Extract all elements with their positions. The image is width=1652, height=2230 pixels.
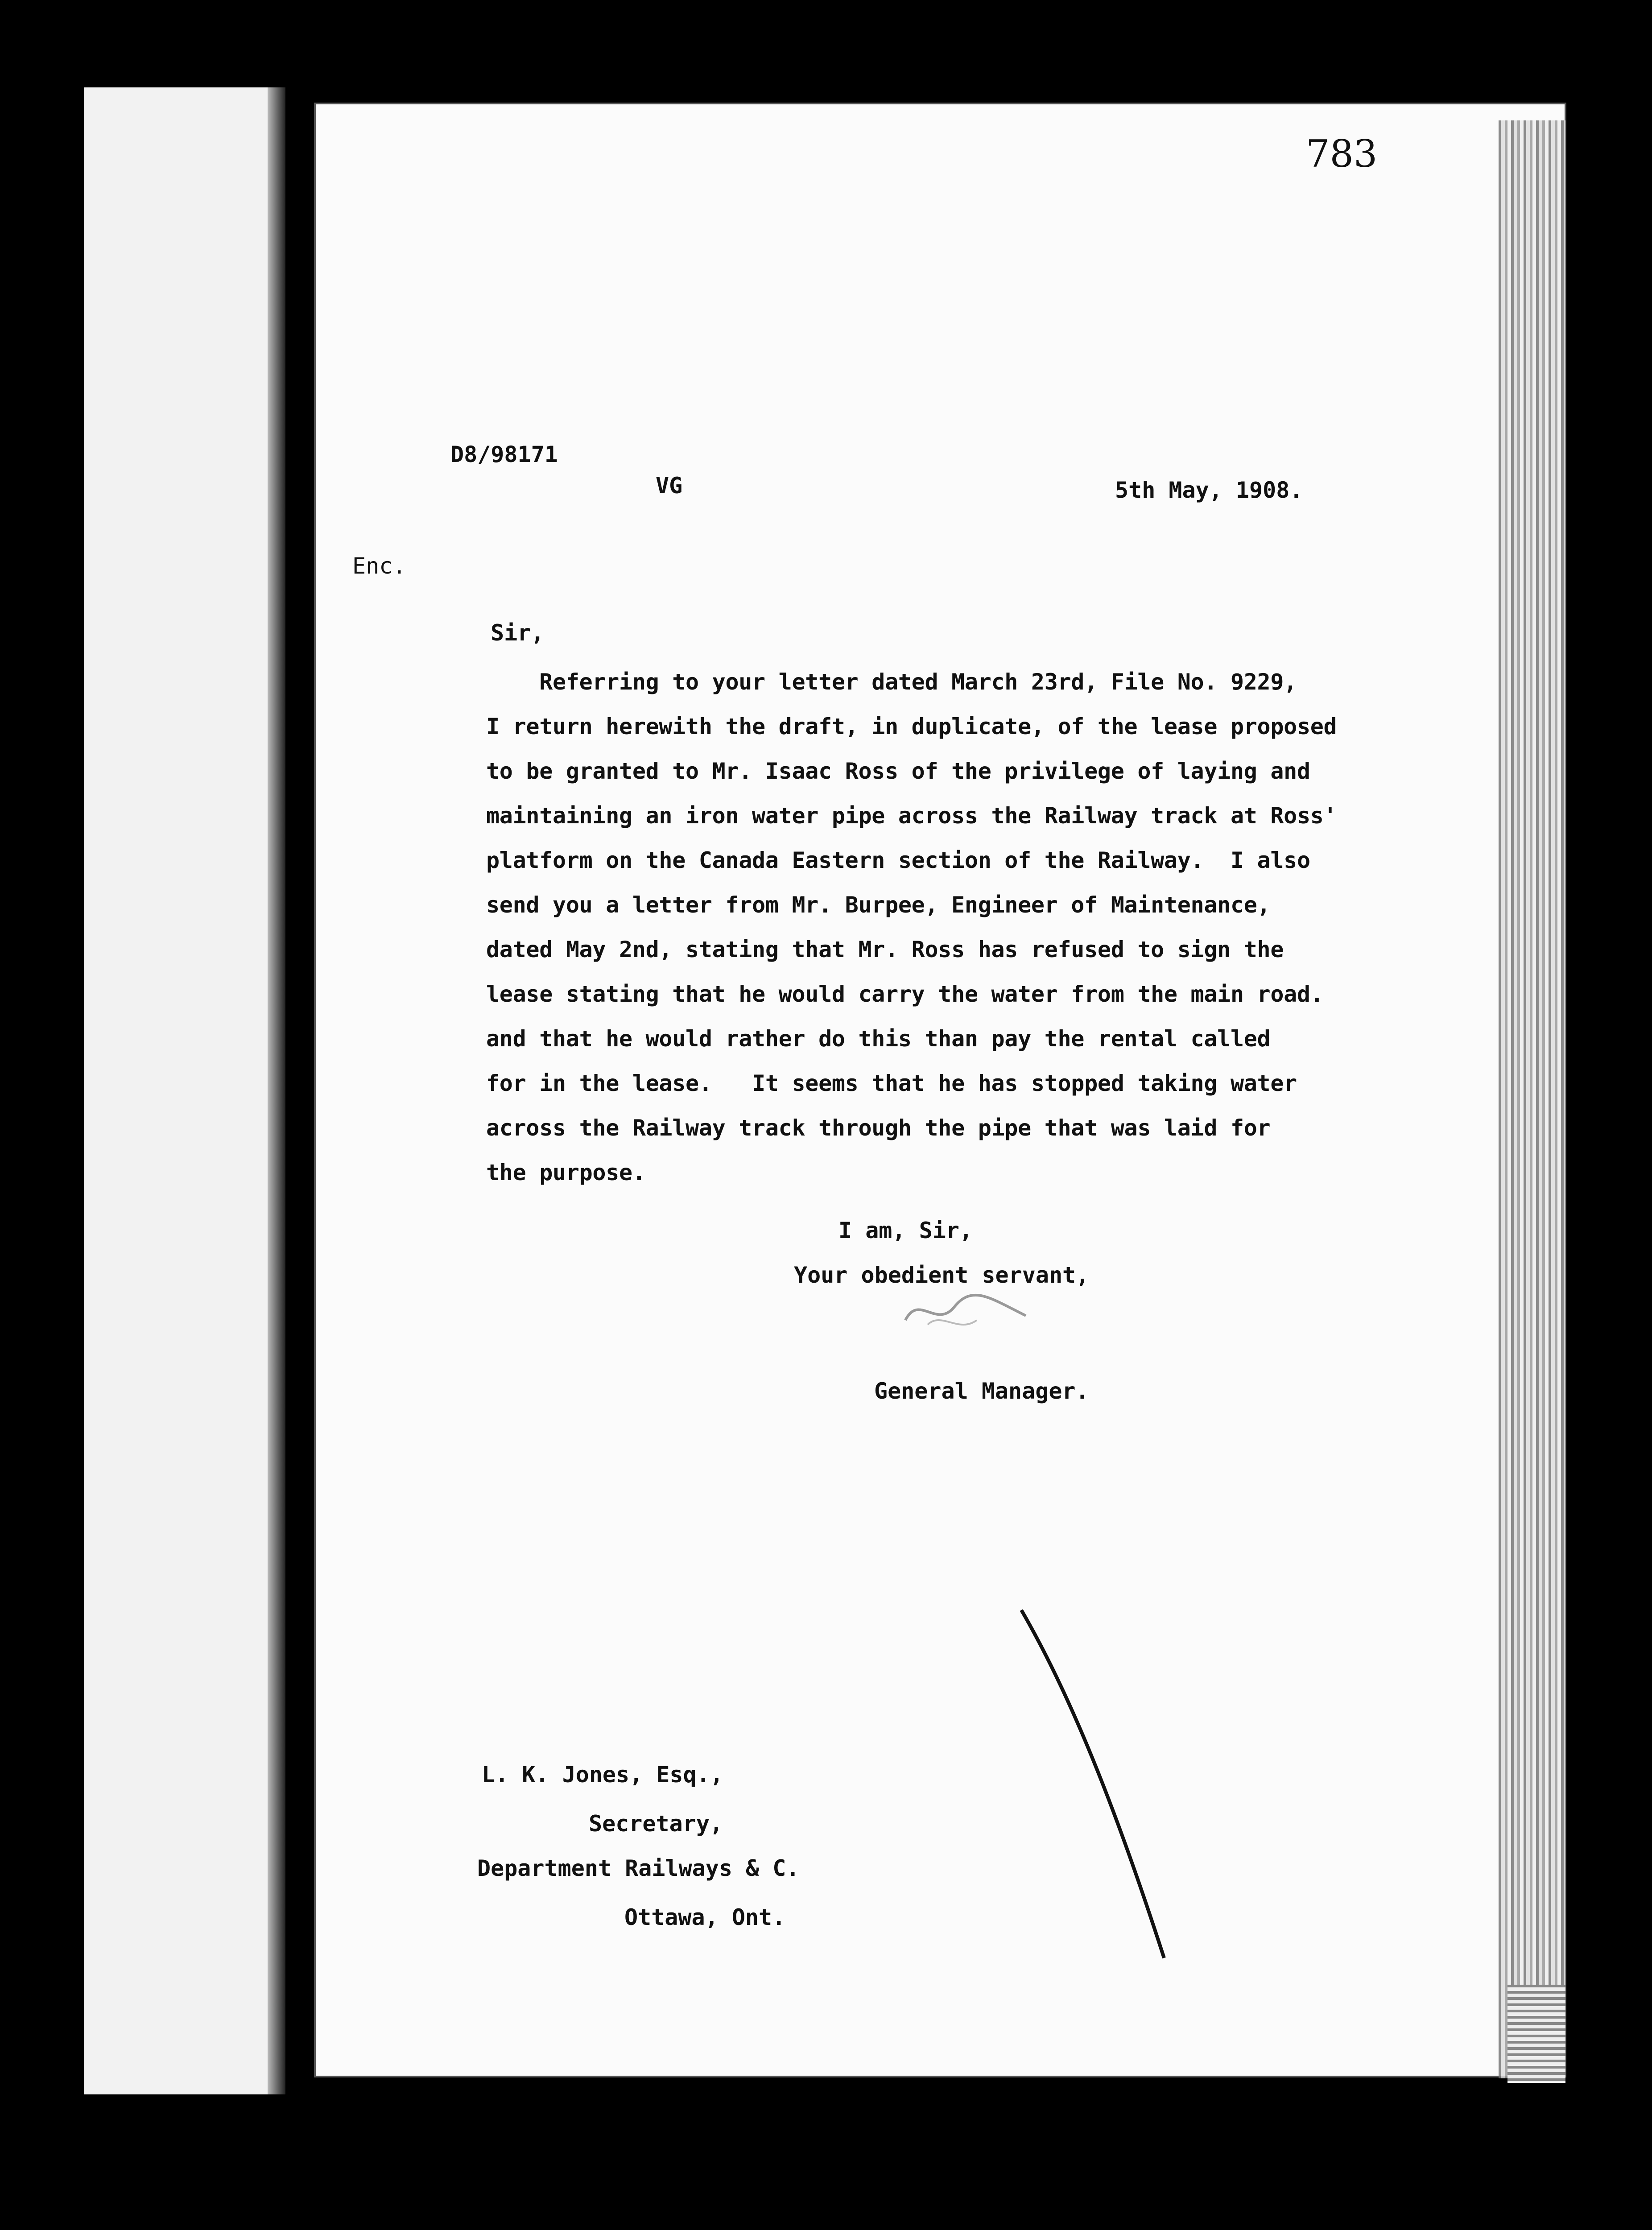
body-line: and that he would rather do this than pay the rental called	[486, 1026, 1271, 1052]
body-line: I return herewith the draft, in duplicate, of the lease proposed	[486, 714, 1337, 739]
page-stack-edge	[1499, 120, 1565, 2078]
enclosure-note: Enc.	[352, 553, 406, 579]
file-reference: D8/98171	[450, 442, 558, 467]
addressee-line: Department Railways & C.	[477, 1855, 800, 1881]
addressee-line: Ottawa, Ont.	[624, 1904, 786, 1930]
body-line: lease stating that he would carry the water from the main road.	[486, 981, 1324, 1007]
faint-signature-mark	[901, 1284, 1035, 1338]
page-stack-corner	[1507, 1985, 1565, 2083]
closing-line: Your obedient servant,	[794, 1262, 1090, 1288]
body-line: send you a letter from Mr. Burpee, Engineer of Maintenance,	[486, 892, 1271, 918]
pen-stroke-mark	[1017, 1606, 1195, 1962]
page-number: 783	[1306, 132, 1378, 176]
left-binding-strip	[84, 87, 274, 2094]
initials: VG	[656, 473, 683, 499]
signature-title: General Manager.	[874, 1378, 1089, 1404]
body-line: across the Railway track through the pipe that was laid for	[486, 1115, 1271, 1141]
letter-date: 5th May, 1908.	[1115, 477, 1303, 503]
body-line: platform on the Canada Eastern section of the Railway. I also	[486, 847, 1310, 873]
body-line: to be granted to Mr. Isaac Ross of the privilege of laying and	[486, 758, 1310, 784]
closing-line: I am, Sir,	[838, 1218, 973, 1243]
body-line: Referring to your letter dated March 23rd, File No. 9229,	[486, 669, 1297, 695]
left-strip-shadow	[268, 87, 285, 2094]
body-line: for in the lease. It seems that he has stopped taking water	[486, 1070, 1297, 1096]
body-line: maintaining an iron water pipe across the Railway track at Ross'	[486, 803, 1337, 829]
body-line: the purpose.	[486, 1160, 646, 1185]
body-line: dated May 2nd, stating that Mr. Ross has refused to sign the	[486, 937, 1284, 962]
salutation: Sir,	[491, 620, 545, 646]
addressee-line: L. K. Jones, Esq.,	[482, 1762, 723, 1788]
addressee-line: Secretary,	[589, 1811, 723, 1837]
